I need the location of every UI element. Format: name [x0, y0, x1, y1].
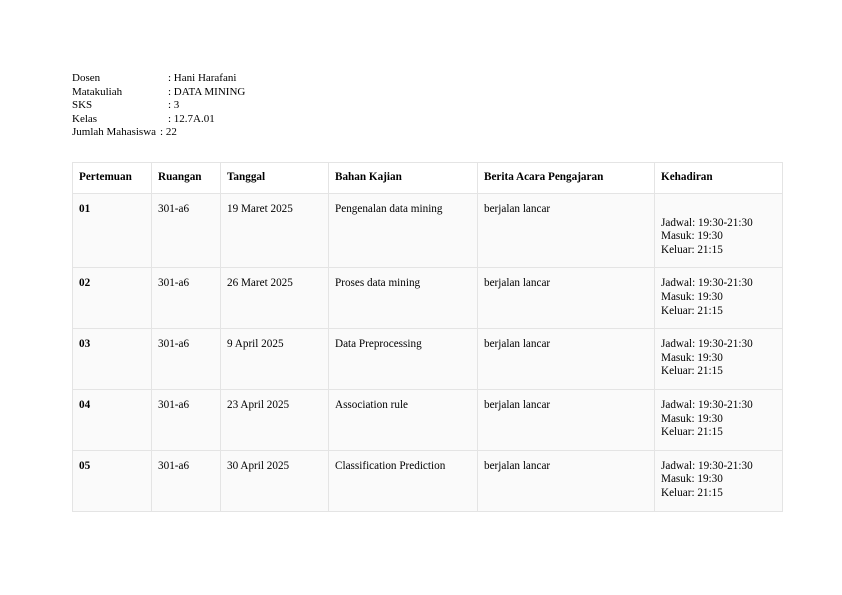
info-row-dosen	[72, 72, 245, 86]
jumlah-value: : 22	[160, 126, 177, 139]
header-kehadiran: Kehadiran	[655, 163, 783, 194]
cell-berita-acara: berjalan lancar	[478, 329, 655, 390]
info-row-jumlah	[72, 126, 245, 140]
cell-tanggal: 26 Maret 2025	[221, 268, 329, 329]
table-row	[73, 389, 783, 450]
jumlah-label: Jumlah Mahasiswa	[72, 126, 157, 139]
cell-kehadiran	[655, 194, 783, 268]
cell-pertemuan: 04	[73, 389, 152, 450]
header-ruangan: Ruangan	[152, 163, 221, 194]
kehadiran-masuk: Masuk: 19:30	[661, 473, 723, 486]
kehadiran-keluar: Keluar: 21:15	[661, 304, 723, 317]
cell-tanggal: 9 April 2025	[221, 329, 329, 390]
matakuliah-value: : DATA MINING	[168, 85, 246, 98]
sks-value: : 3	[168, 99, 180, 112]
table-row	[73, 194, 783, 268]
cell-pertemuan: 01	[73, 194, 152, 268]
kehadiran-jadwal: Jadwal: 19:30-21:30	[661, 459, 753, 472]
cell-kehadiran	[655, 450, 783, 511]
kehadiran-keluar: Keluar: 21:15	[661, 426, 723, 439]
cell-pertemuan: 03	[73, 329, 152, 390]
cell-berita-acara: berjalan lancar	[478, 268, 655, 329]
cell-ruangan: 301-a6	[152, 268, 221, 329]
kehadiran-keluar: Keluar: 21:15	[661, 243, 723, 256]
kehadiran-jadwal: Jadwal: 19:30-21:30	[661, 398, 753, 411]
kehadiran-jadwal: Jadwal: 19:30-21:30	[661, 277, 753, 290]
kehadiran-masuk: Masuk: 19:30	[661, 290, 723, 303]
table-row	[73, 329, 783, 390]
header-pertemuan: Pertemuan	[73, 163, 152, 194]
cell-berita-acara: berjalan lancar	[478, 194, 655, 268]
cell-ruangan: 301-a6	[152, 329, 221, 390]
header-berita-acara: Berita Acara Pengajaran	[478, 163, 655, 194]
kehadiran-jadwal: Jadwal: 19:30-21:30	[661, 338, 753, 351]
cell-bahan-kajian: Data Preprocessing	[329, 329, 478, 390]
table-row	[73, 450, 783, 511]
cell-pertemuan: 02	[73, 268, 152, 329]
course-info	[72, 72, 245, 140]
kelas-label: Kelas	[72, 112, 98, 125]
cell-ruangan: 301-a6	[152, 389, 221, 450]
cell-berita-acara: berjalan lancar	[478, 450, 655, 511]
kehadiran-masuk: Masuk: 19:30	[661, 230, 723, 243]
cell-pertemuan: 05	[73, 450, 152, 511]
kehadiran-masuk: Masuk: 19:30	[661, 351, 723, 364]
kehadiran-masuk: Masuk: 19:30	[661, 412, 723, 425]
cell-ruangan: 301-a6	[152, 194, 221, 268]
dosen-label: Dosen	[72, 72, 101, 84]
cell-bahan-kajian: Association rule	[329, 389, 478, 450]
cell-tanggal: 30 April 2025	[221, 450, 329, 511]
cell-kehadiran	[655, 389, 783, 450]
info-row-sks	[72, 99, 245, 113]
header-bahan-kajian: Bahan Kajian	[329, 163, 478, 194]
header-tanggal: Tanggal	[221, 163, 329, 194]
cell-ruangan: 301-a6	[152, 450, 221, 511]
cell-bahan-kajian: Proses data mining	[329, 268, 478, 329]
cell-tanggal: 19 Maret 2025	[221, 194, 329, 268]
kehadiran-jadwal: Jadwal: 19:30-21:30	[661, 216, 753, 229]
info-row-kelas	[72, 113, 245, 127]
kehadiran-keluar: Keluar: 21:15	[661, 486, 723, 499]
attendance-table	[72, 162, 783, 512]
matakuliah-label: Matakuliah	[72, 85, 123, 98]
cell-tanggal: 23 April 2025	[221, 389, 329, 450]
kelas-value: : 12.7A.01	[168, 112, 215, 125]
cell-kehadiran	[655, 268, 783, 329]
info-row-matakuliah	[72, 86, 245, 100]
cell-bahan-kajian: Classification Prediction	[329, 450, 478, 511]
cell-kehadiran	[655, 329, 783, 390]
table-header-row	[73, 163, 783, 194]
kehadiran-keluar: Keluar: 21:15	[661, 365, 723, 378]
dosen-value: : Hani Harafani	[168, 72, 237, 84]
cell-berita-acara: berjalan lancar	[478, 389, 655, 450]
cell-bahan-kajian: Pengenalan data mining	[329, 194, 478, 268]
sks-label: SKS	[72, 99, 93, 112]
kehadiran-spacer	[661, 203, 776, 217]
table-row	[73, 268, 783, 329]
